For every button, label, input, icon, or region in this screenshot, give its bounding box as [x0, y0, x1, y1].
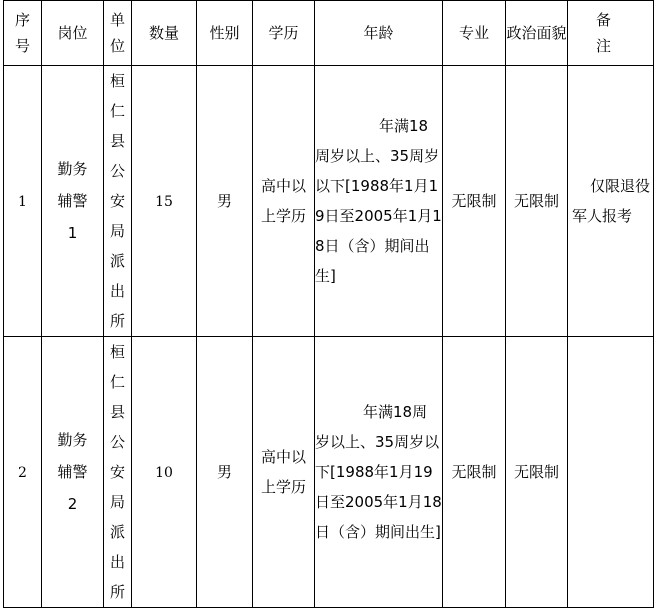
cell-gender: 男: [197, 337, 253, 608]
header-count: 数量: [132, 1, 197, 66]
cell-age: 年满18周岁以上、35周岁以下[1988年1月19日至2005年1月18日（含）期间出生]: [315, 337, 443, 608]
cell-major: 无限制: [443, 66, 506, 337]
cell-remarks: [568, 337, 654, 608]
cell-count: 15: [132, 66, 197, 337]
cell-post: 勤务辅警2: [42, 337, 104, 608]
header-major: 专业: [443, 1, 506, 66]
header-education: 学历: [253, 1, 315, 66]
header-row: [4, 1, 654, 66]
cell-unit: 桓仁县公安局派出所: [104, 66, 132, 337]
recruitment-table: [3, 0, 654, 608]
header-political: 政治面貌: [506, 1, 568, 66]
cell-post: 勤务辅警1: [42, 66, 104, 337]
cell-education: 高中以上学历: [253, 337, 315, 608]
header-remarks: 备注: [568, 1, 654, 66]
cell-gender: 男: [197, 66, 253, 337]
cell-major: 无限制: [443, 337, 506, 608]
cell-remarks: 仅限退役军人报考: [568, 66, 654, 337]
cell-age: 年满18周岁以上、35周岁以下[1988年1月19日至2005年1月18日（含）期间出生]: [315, 66, 443, 337]
table-row: [4, 337, 654, 608]
header-age: 年龄: [315, 1, 443, 66]
cell-education: 高中以上学历: [253, 66, 315, 337]
cell-unit: 桓仁县公安局派出所: [104, 337, 132, 608]
header-post: 岗位: [42, 1, 104, 66]
header-gender: 性别: [197, 1, 253, 66]
cell-political: 无限制: [506, 337, 568, 608]
header-seq: 序号: [4, 1, 42, 66]
cell-seq: 1: [4, 66, 42, 337]
cell-count: 10: [132, 337, 197, 608]
table-row: [4, 66, 654, 337]
cell-seq: 2: [4, 337, 42, 608]
header-unit: 单位: [104, 1, 132, 66]
cell-political: 无限制: [506, 66, 568, 337]
